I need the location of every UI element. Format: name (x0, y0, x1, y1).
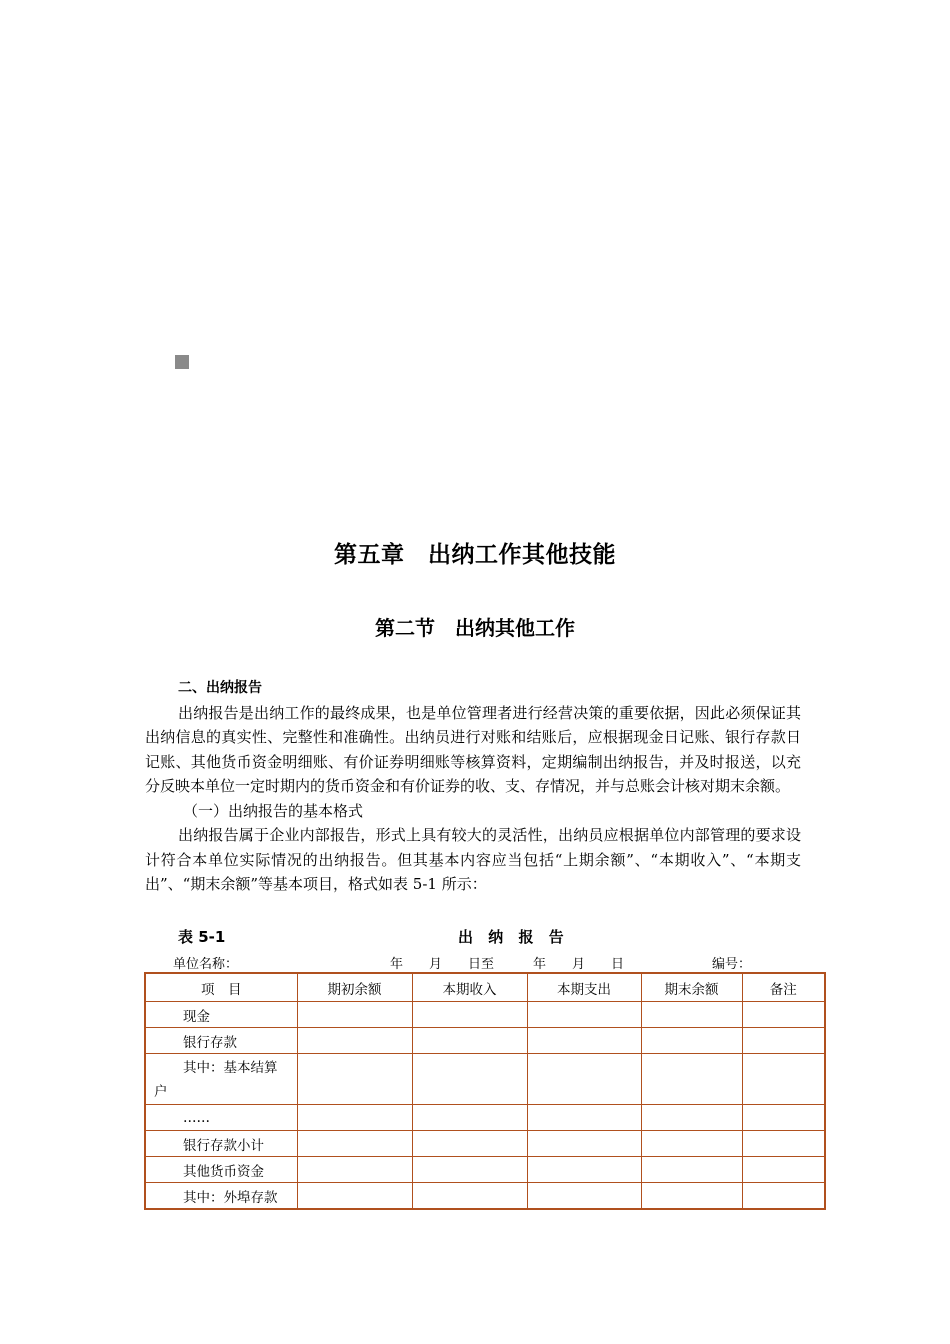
table-row (145, 1183, 825, 1210)
row-label: 银行存款 (145, 1028, 297, 1054)
table-cell (297, 1157, 412, 1183)
report-table (144, 972, 826, 1210)
table-cell (527, 1028, 641, 1054)
table-cell (527, 1054, 641, 1105)
table-cell (412, 1028, 527, 1054)
row-label: 其中：基本结算户 (145, 1054, 297, 1105)
table-row (145, 1157, 825, 1183)
header-item: 项 目 (145, 973, 297, 1002)
header-expense: 本期支出 (527, 973, 641, 1002)
table-cell (412, 1131, 527, 1157)
table-cell (297, 1183, 412, 1210)
section-title: 第二节 出纳其他工作 (375, 616, 575, 640)
table-cell (641, 1157, 742, 1183)
table-cell (742, 1131, 825, 1157)
table-cell (297, 1105, 412, 1131)
subsection-heading: 二、出纳报告 (178, 680, 262, 696)
table-cell (527, 1002, 641, 1028)
table-cell (412, 1105, 527, 1131)
row-label: 其中：外埠存款 (145, 1183, 297, 1210)
row-label: 其他货币资金 (145, 1157, 297, 1183)
date-range: 年 月 日至 年 月 日 (390, 957, 625, 972)
unit-name-label: 单位名称： (173, 957, 239, 972)
table-row (145, 1054, 825, 1105)
subsection-heading-1: （一）出纳报告的基本格式 (183, 801, 364, 820)
table-caption (145, 926, 825, 950)
table-cell (297, 1002, 412, 1028)
table-row (145, 1105, 825, 1131)
table-cell (742, 1028, 825, 1054)
header-closing-balance: 期末余额 (641, 973, 742, 1002)
table-cell (527, 1157, 641, 1183)
table-cell (412, 1054, 527, 1105)
body-content (145, 676, 801, 897)
bullet-square-icon (175, 355, 189, 369)
table-cell (742, 1002, 825, 1028)
table-cell (742, 1105, 825, 1131)
header-opening-balance: 期初余额 (297, 973, 412, 1002)
table-cell (641, 1131, 742, 1157)
row-label: …… (145, 1105, 297, 1131)
table-row (145, 1131, 825, 1157)
table-cell (297, 1054, 412, 1105)
header-notes: 备注 (742, 973, 825, 1002)
header-income: 本期收入 (412, 973, 527, 1002)
table-cell (297, 1028, 412, 1054)
table-cell (742, 1183, 825, 1210)
table-cell (641, 1028, 742, 1054)
table-cell (412, 1002, 527, 1028)
table-cell (641, 1105, 742, 1131)
table-cell (412, 1183, 527, 1210)
table-cell (527, 1183, 641, 1210)
table-row (145, 1002, 825, 1028)
table-cell (297, 1131, 412, 1157)
table-row (145, 1028, 825, 1054)
table-cell (527, 1131, 641, 1157)
row-label: 银行存款小计 (145, 1131, 297, 1157)
row-label: 现金 (145, 1002, 297, 1028)
table-cell (641, 1002, 742, 1028)
paragraph-2: 出纳报告属于企业内部报告，形式上具有较大的灵活性，出纳员应根据单位内部管理的要求设计符合本单位实际情况的出纳报告。但其基本内容应当包括“上期余额”、“本期收入”、“本期支出”、“期末余额”等基本项目，格式如表 5-1 所示： (145, 826, 801, 893)
chapter-title: 第五章 出纳工作其他技能 (334, 542, 616, 568)
table-cell (641, 1183, 742, 1210)
paragraph-1: 出纳报告是出纳工作的最终成果，也是单位管理者进行经营决策的重要依据，因此必须保证其出纳信息的真实性、完整性和准确性。出纳员进行对账和结账后，应根据现金日记账、银行存款日记账、其他货币资金明细账、有价证券明细账等核算资料，定期编制出纳报告，并及时报送，以充分反映本单位一定时期内的货币资金和有价证券的收、支、存情况，并与总账会计核对期末余额。 (145, 703, 801, 795)
table-cell (742, 1157, 825, 1183)
table-cell (527, 1105, 641, 1131)
table-header-row (145, 973, 825, 1002)
table-cell (742, 1054, 825, 1105)
table-cell (412, 1157, 527, 1183)
table-meta-row (145, 953, 825, 971)
number-label: 编号： (712, 957, 752, 972)
table-label: 表 5-1 (178, 928, 226, 946)
table-cell (641, 1054, 742, 1105)
table-title: 出 纳 报 告 (458, 928, 569, 946)
